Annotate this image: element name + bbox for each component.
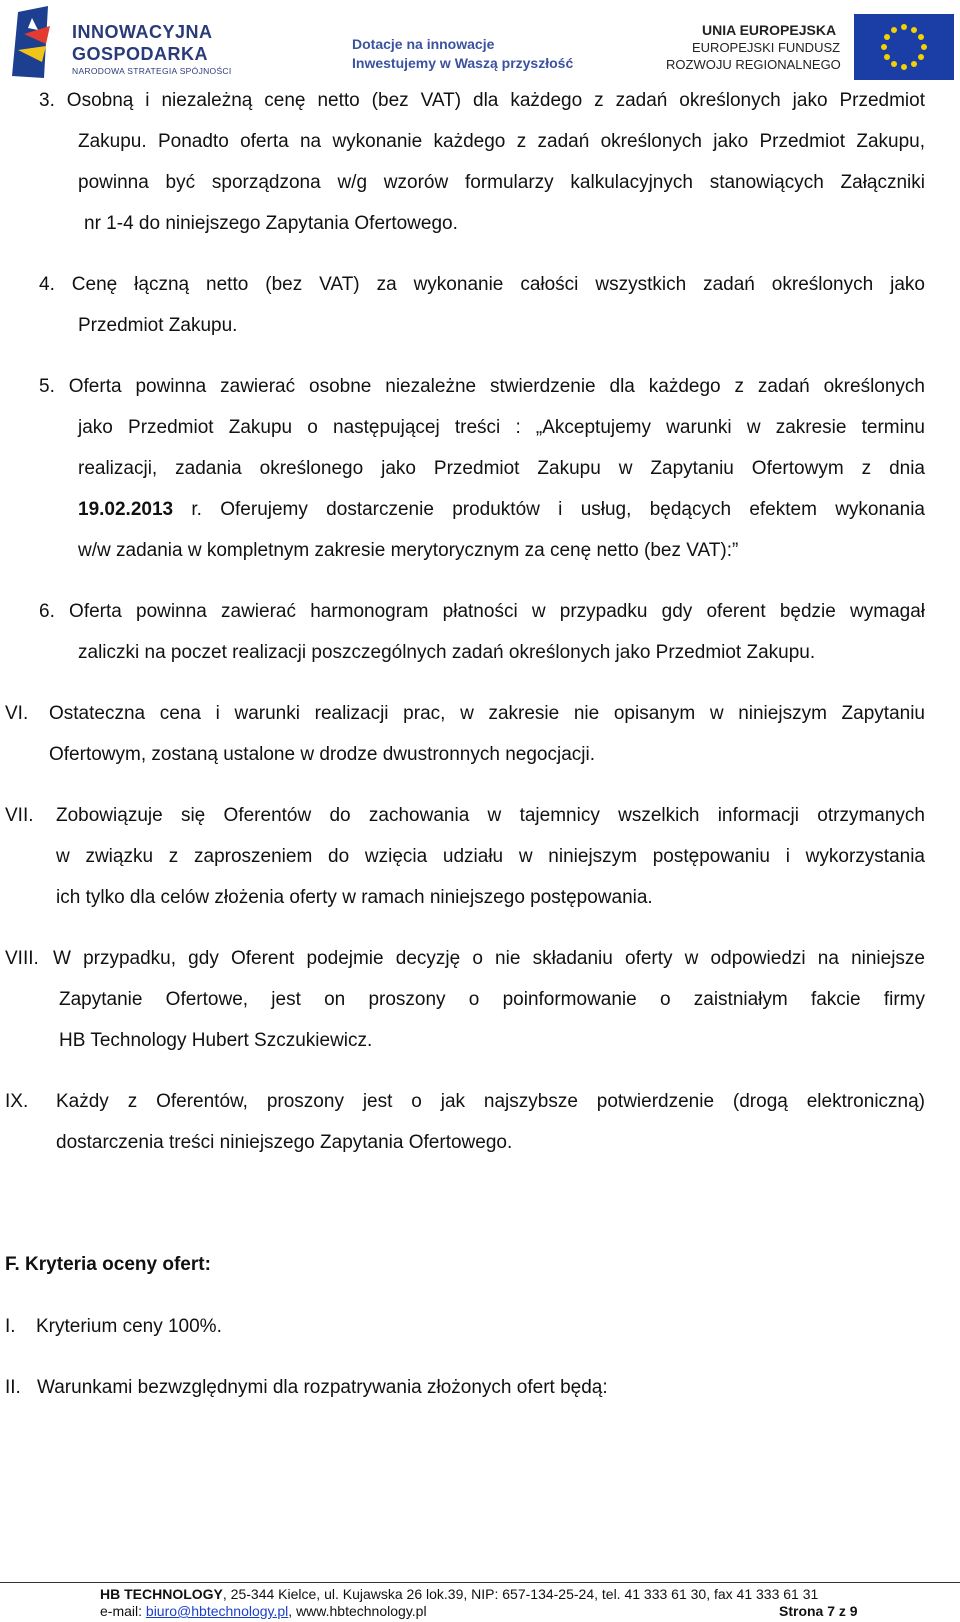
offer-date: 19.02.2013 <box>78 499 174 520</box>
footer-divider <box>0 1582 960 1583</box>
footer-email-link[interactable]: biuro@hbtechnology.pl <box>145 1603 289 1619</box>
item-3-line-1: 3. Osobną i niezależną cenę netto (bez VAT) dla każdego z zadań określonych jako Przedmiot <box>39 90 925 111</box>
ig-emblem-icon <box>6 4 68 82</box>
item-5-line-3: realizacji, zadania określonego jako Przedmiot Zakupu w Zapytaniu Ofertowym z dnia <box>78 458 925 479</box>
section-vi-line-1: Ostateczna cena i warunki realizacji prac, w zakresie nie opisanym w niniejszym Zapytaniu <box>49 703 925 724</box>
footer-contact-line <box>100 1603 427 1619</box>
eu-flag-icon <box>854 14 954 80</box>
ue-title: UNIA EUROPEJSKA <box>702 22 837 38</box>
section-ix-line-1: Każdy z Oferentów, proszony jest o jak najszybsze potwierdzenie (drogą elektroniczną) <box>56 1091 925 1112</box>
item-6-line-1: 6. Oferta powinna zawierać harmonogram płatności w przypadku gdy oferent będzie wymagał <box>39 601 925 622</box>
item-3-line-3: powinna być sporządzona w/g wzorów formularzy kalkulacyjnych stanowiących Załączniki <box>78 172 925 193</box>
ue-fund-line-2: ROZWOJU REGIONALNEGO <box>666 57 841 72</box>
ig-title-1: INNOWACYJNA <box>72 22 213 42</box>
ue-fund-line-1: EUROPEJSKI FUNDUSZ <box>692 40 841 55</box>
footer-company-name: HB TECHNOLOGY <box>100 1586 223 1602</box>
ig-subtitle: NARODOWA STRATEGIA SPÓJNOŚCI <box>72 66 232 76</box>
section-vi-number: VI. <box>5 703 29 724</box>
item-5-line-2: jako Przedmiot Zakupu o następującej treści : „Akceptujemy warunki w zakresie terminu <box>78 417 925 438</box>
section-ix-line-2: dostarczenia treści niniejszego Zapytania Ofertowego. <box>56 1132 513 1153</box>
section-viii-number: VIII. <box>5 948 39 969</box>
criterion-1-number: I. <box>5 1316 16 1337</box>
item-5-line-4-rest: r. Oferujemy dostarczenie produktów i usług, będących efektem wykonania <box>173 499 925 520</box>
item-5-line-5: w/w zadania w kompletnym zakresie merytorycznym za cenę netto (bez VAT):” <box>78 540 739 561</box>
section-viii-line-3: HB Technology Hubert Szczukiewicz. <box>59 1030 373 1051</box>
item-4-line-2: Przedmiot Zakupu. <box>78 315 238 336</box>
section-vii-line-2: w związku z zaproszeniem do wzięcia udziału w niniejszym postępowaniu i wykorzystania <box>56 846 925 867</box>
section-viii-line-1: W przypadku, gdy Oferent podejmie decyzję o nie składaniu oferty w odpowiedzi na niniejsze <box>53 948 925 969</box>
section-vii-line-3: ich tylko dla celów złożenia oferty w ramach niniejszego postępowania. <box>56 887 653 908</box>
criterion-1-text: Kryterium ceny 100%. <box>36 1316 222 1337</box>
criterion-2-text: Warunkami bezwzględnymi dla rozpatrywania złożonych ofert będą: <box>37 1377 608 1398</box>
page-number: Strona 7 z 9 <box>779 1603 858 1619</box>
section-ix-number: IX. <box>5 1091 29 1112</box>
item-3-line-2: Zakupu. Ponadto oferta na wykonanie każdego z zadań określonych jako Przedmiot Zakupu, <box>78 131 925 152</box>
section-viii-line-2: Zapytanie Ofertowe, jest on proszony o poinformowanie o zaistniałym fakcie firmy <box>59 989 925 1010</box>
footer-website: , www.hbtechnology.pl <box>288 1603 427 1619</box>
dotacje-title: Dotacje na innowacje <box>352 36 495 52</box>
item-5-line-1: 5. Oferta powinna zawierać osobne niezależne stwierdzenie dla każdego z zadań określonych <box>39 376 925 397</box>
ig-title-2: GOSPODARKA <box>72 44 209 64</box>
footer-company-line <box>100 1586 818 1602</box>
item-4-line-1: 4. Cenę łączną netto (bez VAT) za wykonanie całości wszystkich zadań określonych jako <box>39 274 925 295</box>
section-vii-line-1: Zobowiązuje się Oferentów do zachowania w tajemnicy wszelkich informacji otrzymanych <box>56 805 925 826</box>
section-f-heading: F. Kryteria oceny ofert: <box>5 1254 211 1275</box>
section-vi-line-2: Ofertowym, zostaną ustalone w drodze dwustronnych negocjacji. <box>49 744 595 765</box>
item-3-line-4: nr 1-4 do niniejszego Zapytania Ofertowego. <box>84 213 458 234</box>
dotacje-slogan: Inwestujemy w Waszą przyszłość <box>352 55 574 71</box>
footer-email-label: e-mail: <box>100 1603 146 1619</box>
item-6-line-2: zaliczki na poczet realizacji poszczególnych zadań określonych jako Przedmiot Zakupu. <box>78 642 816 663</box>
section-vii-number: VII. <box>5 805 34 826</box>
criterion-2-number: II. <box>5 1377 21 1398</box>
footer-company-details: , 25-344 Kielce, ul. Kujawska 26 lok.39, NIP: 657-134-25-24, tel. 41 333 61 30, fax 41 333 61 31 <box>222 1586 819 1602</box>
item-5-line-4 <box>78 489 925 531</box>
